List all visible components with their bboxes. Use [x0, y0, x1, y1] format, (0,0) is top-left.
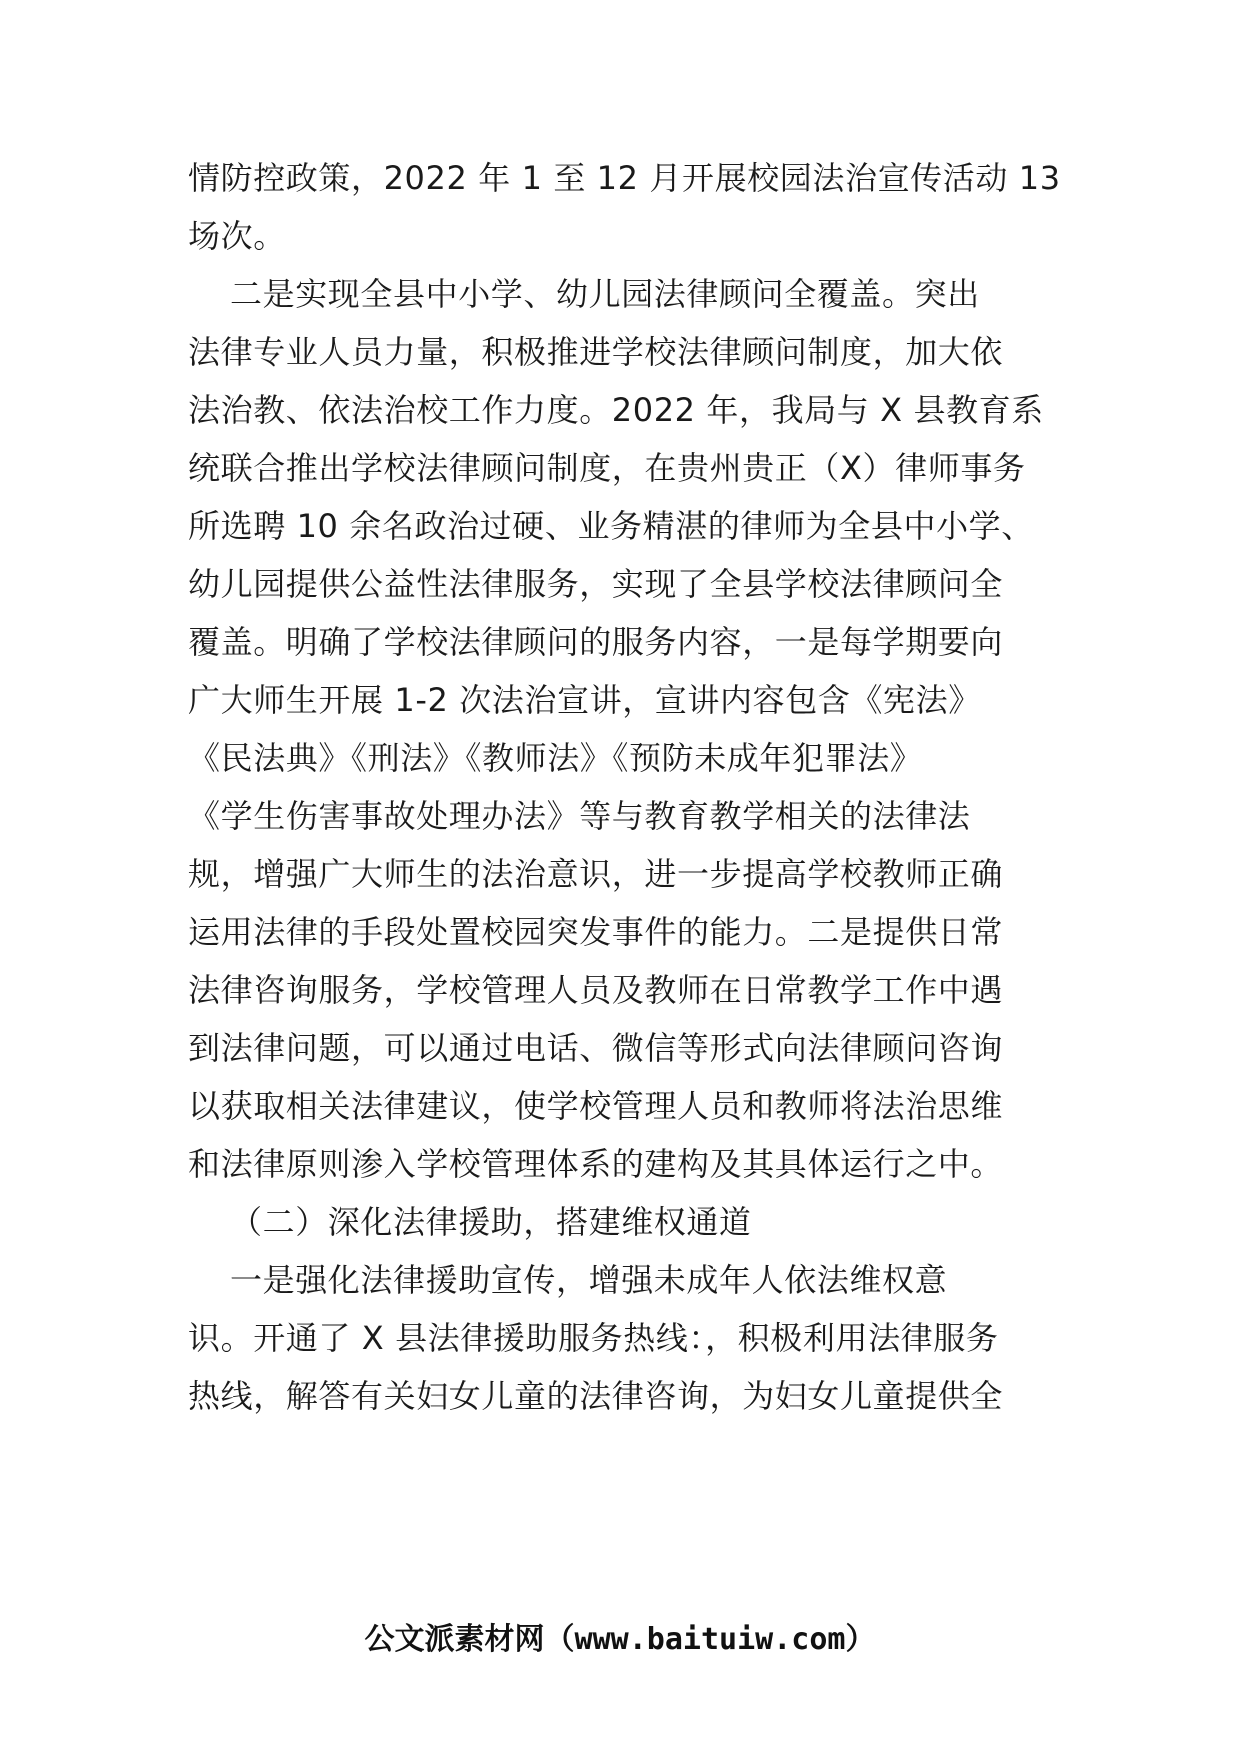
body-line: 一是强化法律援助宣传，增强未成年人依法维权意 [230, 1261, 948, 1299]
body-line: 所选聘 10 余名政治过硬、业务精湛的律师为全县中小学、 [188, 507, 1034, 545]
footer-watermark [0, 1620, 1240, 1660]
body-line: 《民法典》《刑法》《教师法》《预防未成年犯罪法》 [188, 739, 923, 777]
body-line: 广大师生开展 1-2 次法治宣讲，宣讲内容包含《宪法》 [188, 681, 981, 719]
body-line: 情防控政策，2022 年 1 至 12 月开展校园法治宣传活动 13 [188, 159, 1061, 197]
body-line: 覆盖。明确了学校法律顾问的服务内容，一是每学期要向 [188, 623, 1004, 661]
body-line: 运用法律的手段处置校园突发事件的能力。二是提供日常 [188, 913, 1004, 951]
body-line: 以获取相关法律建议，使学校管理人员和教师将法治思维 [188, 1087, 1004, 1125]
body-line: 二是实现全县中小学、幼儿园法律顾问全覆盖。突出 [230, 275, 980, 313]
body-line: 法治教、依法治校工作力度。2022 年，我局与 X 县教育系 [188, 391, 1044, 429]
body-line: 《学生伤害事故处理办法》等与教育教学相关的法律法 [188, 797, 971, 835]
body-line: 幼儿园提供公益性法律服务，实现了全县学校法律顾问全 [188, 565, 1004, 603]
footer-url: （www.baituiw.com） [544, 1622, 876, 1657]
body-line: 场次。 [188, 217, 286, 255]
body-line: 到法律问题，可以通过电话、微信等形式向法律顾问咨询 [188, 1029, 1004, 1067]
footer-site-name: 公文派素材网 [364, 1622, 545, 1657]
section-heading: （二）深化法律援助，搭建维权通道 [230, 1203, 752, 1241]
body-line: 法律专业人员力量，积极推进学校法律顾问制度，加大依 [188, 333, 1004, 371]
body-line: 规，增强广大师生的法治意识，进一步提高学校教师正确 [188, 855, 1004, 893]
body-line: 识。开通了 X 县法律援助服务热线：，积极利用法律服务 [188, 1319, 999, 1357]
body-line: 和法律原则渗入学校管理体系的建构及其具体运行之中。 [188, 1145, 1004, 1183]
body-line: 统联合推出学校法律顾问制度，在贵州贵正（X）律师事务 [188, 449, 1026, 487]
body-line: 热线，解答有关妇女儿童的法律咨询，为妇女儿童提供全 [188, 1377, 1004, 1415]
body-line: 法律咨询服务，学校管理人员及教师在日常教学工作中遇 [188, 971, 1004, 1009]
